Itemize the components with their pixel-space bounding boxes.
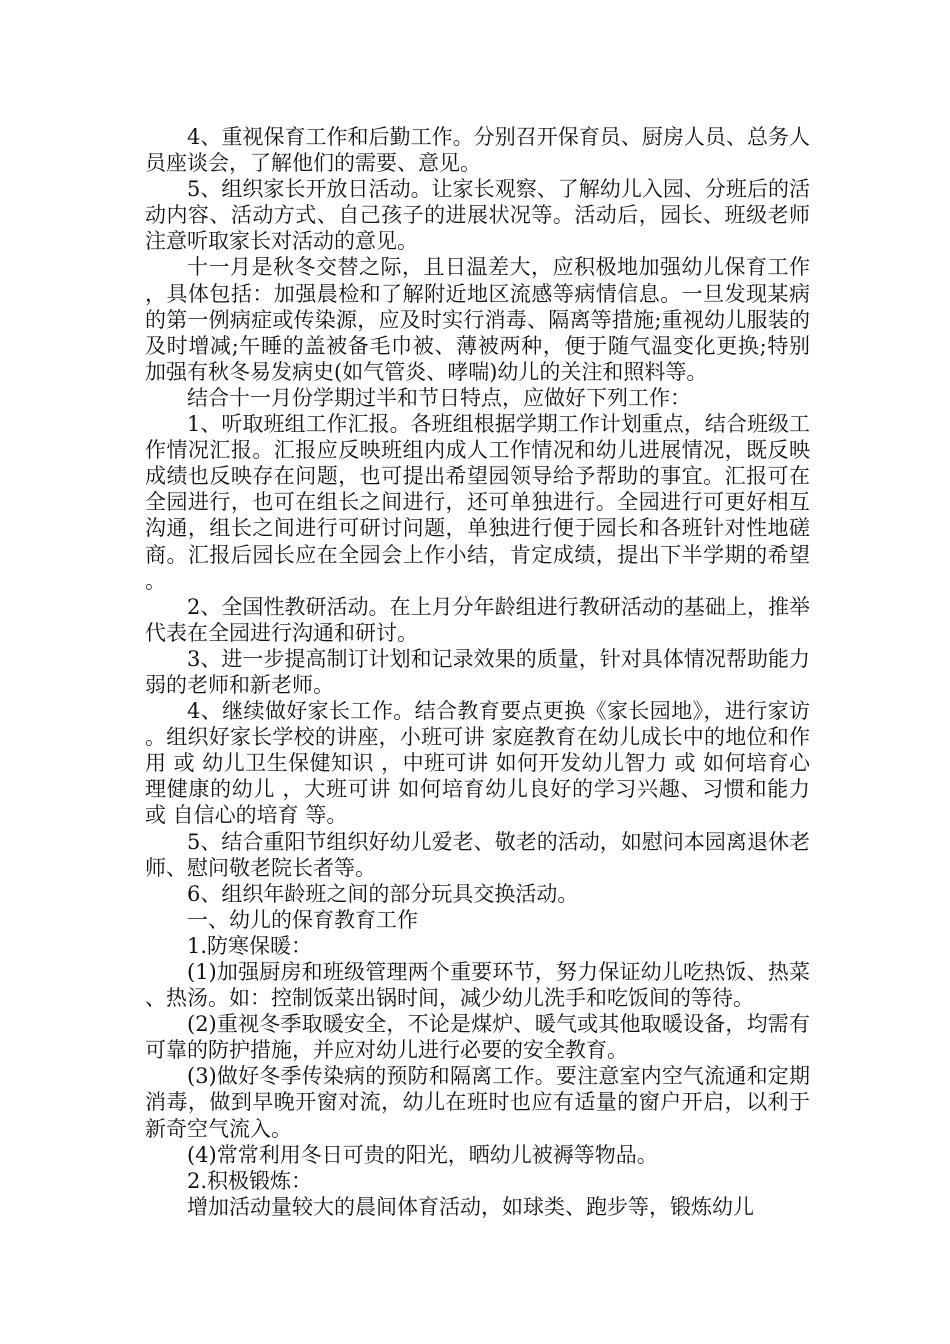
- paragraph: (1)加强厨房和班级管理两个重要环节，努力保证幼儿吃热饭、热菜、热汤。如：控制饭菜出锅时间，减少幼儿洗手和吃饭间的等待。: [145, 960, 810, 1011]
- paragraph: 增加活动量较大的晨间体育活动，如球类、跑步等，锻炼幼儿: [187, 1194, 754, 1219]
- paragraph: 5、组织家长开放日活动。让家长观察、了解幼儿入园、分班后的活动内容、活动方式、自己孩子的进展状况等。活动后，园长、班级老师注意听取家长对活动的意见。: [145, 177, 810, 254]
- paragraph: (2)重视冬季取暖安全，不论是煤炉、暖气或其他取暖设备，均需有可靠的防护措施，并应对幼儿进行必要的安全教育。: [145, 1012, 810, 1063]
- paragraph: (4)常常利用冬日可贵的阳光，晒幼儿被褥等物品。: [187, 1142, 658, 1167]
- paragraph: (3)做好冬季传染病的预防和隔离工作。要注意室内空气流通和定期消毒，做到早晚开窗对流，幼儿在班时也应有适量的窗户开启，以利于新奇空气流入。: [145, 1064, 810, 1141]
- section-heading: 一、幼儿的保育教育工作: [187, 907, 418, 932]
- paragraph: 2、全国性教研活动。在上月分年龄组进行教研活动的基础上，推举代表在全园进行沟通和研讨。: [145, 594, 810, 645]
- paragraph: 结合十一月份学期过半和节日特点，应做好下列工作：: [187, 385, 691, 410]
- paragraph: 1、听取班组工作汇报。各班组根据学期工作计划重点，结合班级工作情况汇报。汇报应反映班组内成人工作情况和幼儿进展情况，既反映成绩也反映存在问题，也可提出希望园领导给予帮助的事宜。汇报可在全园进行，也可在组长之间进行，还可单独进行。全园进行可更好相互沟通，组长之间进行可研讨问题，单独进行便于园长和各班针对性地磋商。汇报后园长应在全园会上作小结，肯定成绩，提出下半学期的希望。: [145, 412, 810, 593]
- paragraph: 4、重视保育工作和后勤工作。分别召开保育员、厨房人员、总务人员座谈会，了解他们的需要、意见。: [145, 125, 810, 176]
- paragraph: 6、组织年龄班之间的部分玩具交换活动。: [187, 881, 579, 906]
- subsection-heading: 2.积极锻炼：: [187, 1168, 313, 1193]
- paragraph: 4、继续做好家长工作。结合教育要点更换《家长园地》，进行家访。组织好家长学校的讲座，小班可讲 家庭教育在幼儿成长中的地位和作用 或 幼儿卫生保健知识 ，中班可讲 如何开发幼儿智力 或 如何培育心理健康的幼儿 ，大班可讲 如何培育幼儿良好的学习兴趣、习惯和能力 或 自信心的培育 等。: [145, 699, 810, 828]
- paragraph: 5、结合重阳节组织好幼儿爱老、敬老的活动，如慰问本园离退休老师、慰问敬老院长者等。: [145, 829, 810, 880]
- document-body: [145, 124, 810, 1220]
- paragraph: 十一月是秋冬交替之际，且日温差大，应积极地加强幼儿保育工作，具体包括：加强晨检和了解附近地区流感等病情信息。一旦发现某病的第一例病症或传染源，应及时实行消毒、隔离等措施;重视幼儿服装的及时增减;午睡的盖被备毛巾被、薄被两种，便于随气温变化更换;特别加强有秋冬易发病史(如气管炎、哮喘)幼儿的关注和照料等。: [145, 255, 810, 384]
- subsection-heading: 1.防寒保暖：: [187, 933, 313, 958]
- paragraph: 3、进一步提高制订计划和记录效果的质量，针对具体情况帮助能力弱的老师和新老师。: [145, 646, 810, 697]
